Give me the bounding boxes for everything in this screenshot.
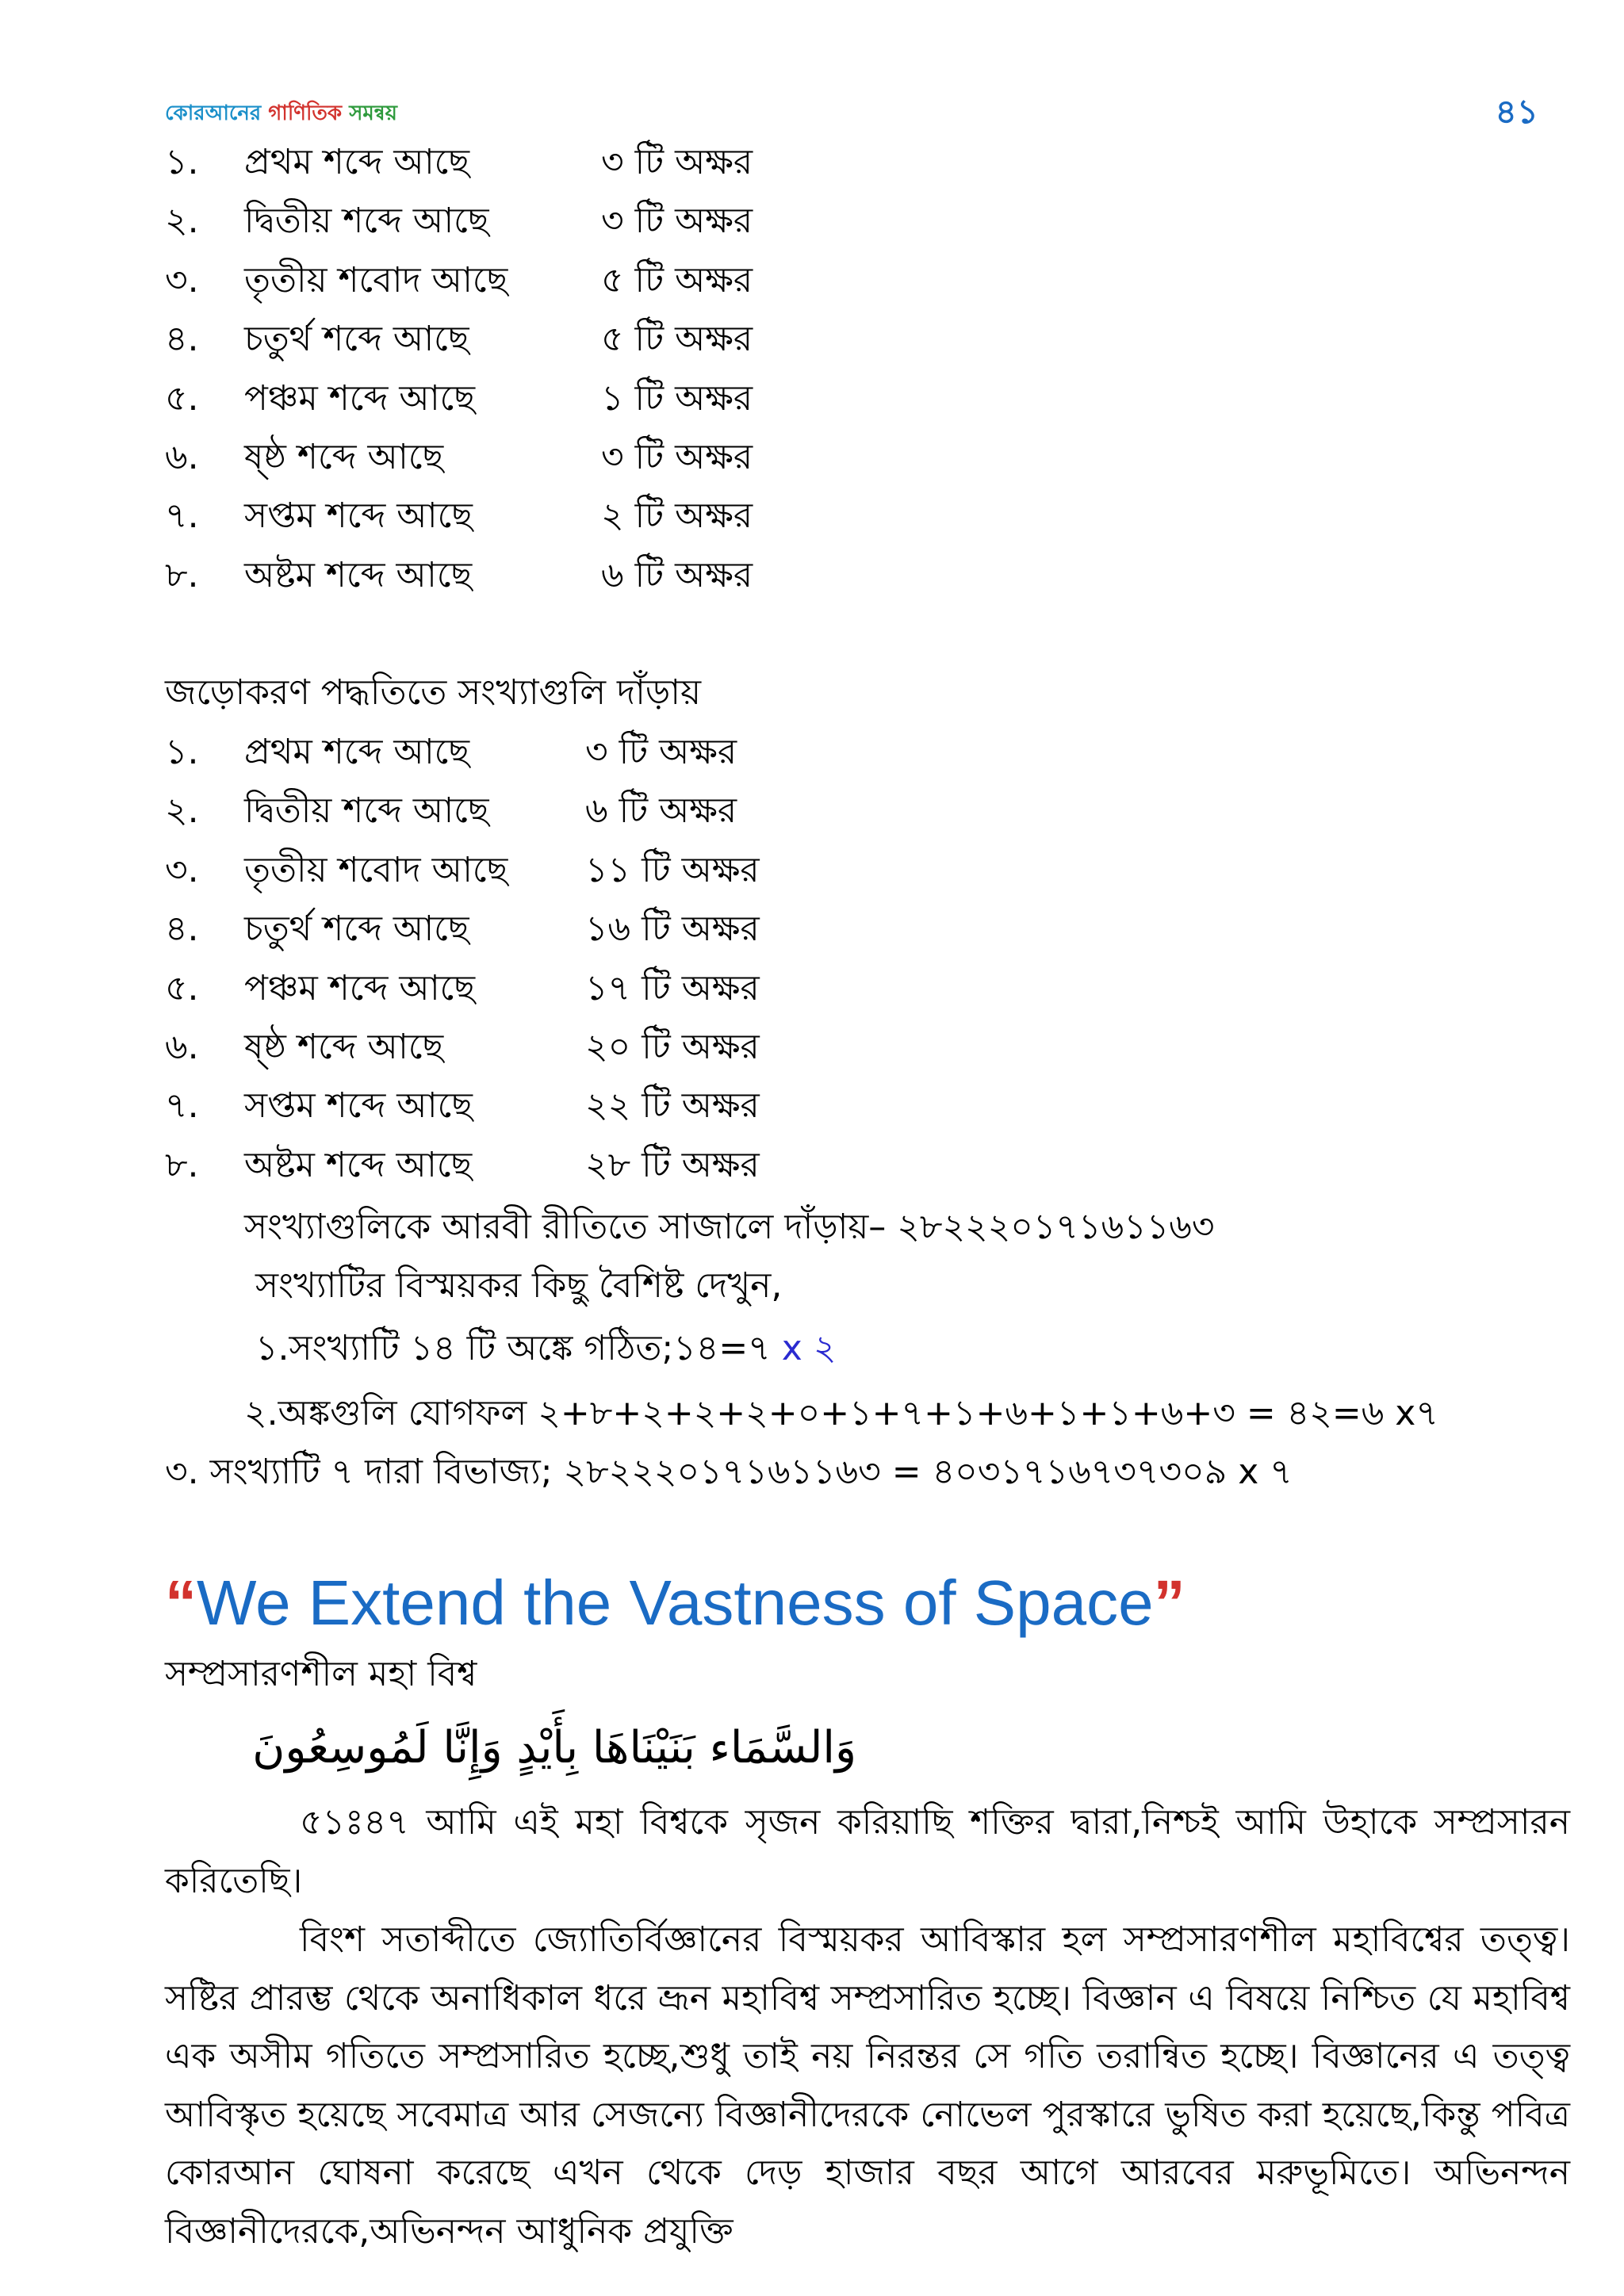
item-count: ১১ টি অক্ষর: [585, 849, 760, 890]
item-count: ২ টি অক্ষর: [601, 496, 753, 537]
item-number: ৫.: [165, 967, 199, 1008]
feature-point-3: ৩. সংখ্যাটি ৭ দারা বিভাজ্য; ২৮২২২০১৭১৬১১৬৩ = ৪০৩১৭১৬৭৩৭৩০৯ x ৭: [165, 1452, 1293, 1492]
item-count: ৩ টি অক্ষর: [601, 436, 753, 477]
item-number: ৪.: [165, 909, 199, 950]
arrangement-line: সংখ্যাগুলিকে আরবী রীতিতে সাজালে দাঁড়ায়– ২৮২২২০১৭১৬১১৬৩: [244, 1207, 1215, 1247]
item-word: প্রথম শব্দে আছে: [244, 732, 470, 772]
item-number: ৭.: [165, 1085, 199, 1127]
item-number: ৭.: [165, 496, 199, 537]
item-word: ষ্ষ্ঠ শব্দে আছে: [244, 436, 444, 477]
item-word: ষ্ষ্ঠ শব্দে আছে: [244, 1026, 444, 1067]
arabic-verse: وَالسَّمَاء بَنَيْنَاهَا بِأَيْدٍ وَإِنَّا لَمُوسِعُونَ: [252, 1722, 856, 1774]
item-count: ৩ টি অক্ষর: [601, 142, 753, 182]
item-word: তৃতীয় শবোদ আছে: [244, 849, 508, 890]
item-number: ১.: [165, 142, 199, 182]
item-word: দ্বিতীয় শব্দে আছে: [244, 201, 489, 242]
item-number: ২.: [165, 201, 199, 242]
item-count: ৫ টি অক্ষর: [601, 319, 753, 360]
header-word-2: গাণিতিক: [268, 101, 343, 125]
item-number: ৩.: [165, 849, 199, 890]
item-number: ১.: [165, 732, 199, 772]
item-word: সপ্তম শব্দে আছে: [244, 496, 473, 537]
header-word-1: কোরআনের: [165, 101, 262, 125]
item-number: ৬.: [165, 436, 199, 477]
item-word: দ্বিতীয় শব্দে আছে: [244, 790, 489, 832]
cumulative-intro: জড়োকরণ পদ্ধতিতে সংখ্যাগুলি দাঁড়ায়: [165, 672, 701, 713]
item-count: ১ টি অক্ষর: [601, 377, 753, 419]
item-count: ১৭ টি অক্ষর: [585, 967, 760, 1008]
item-number: ৬.: [165, 1026, 199, 1067]
item-word: পঞ্চম শব্দে আছে: [244, 967, 475, 1008]
item-word: তৃতীয় শবোদ আছে: [244, 259, 508, 300]
item-word: প্রথম শব্দে আছে: [244, 142, 470, 182]
item-word: সপ্তম শব্দে আছে: [244, 1085, 473, 1127]
running-header: [165, 97, 397, 132]
item-word: অষ্টম শব্দে আছে: [244, 1144, 473, 1185]
body-paragraph: বিংশ সতাব্দীতে জ্যোতির্বিজ্ঞানের বিস্ময়কর আবিস্কার হল সম্প্রসারণশীল মহাবিশ্বের তত্ত্ব। সষ্টির প্রারম্ভ থেকে অনাধিকাল ধরে ভ্রূন মহাবিশ্ব সম্প্রসারিত হচ্ছে। বিজ্ঞান এ বিষয়ে নিশ্চিত যে মহাবিশ্ব এক অসীম গতিতে সম্প্রসারিত হচ্ছে,শুধু তাই নয় নিরন্তর সে গতি তরান্বিত হচ্ছে। বিজ্ঞানের এ তত্ত্ব আবিস্কৃত হয়েছে সবেমাত্র আর সেজন্যে বিজ্ঞানীদেরকে নোভেল পুরস্কারে ভুষিত করা হয়েছে,কিন্তু পবিত্র কোরআন ঘোষনা করেছে এখন থেকে দেড় হাজার বছর আগে আরবের মরুভূমিতে। অভিনন্দন বিজ্ঞানীদেরকে,অভিনন্দন আধুনিক প্রযুক্তি: [165, 1919, 1570, 2252]
item-count: ৬ টি অক্ষর: [601, 554, 753, 595]
item-number: ৮.: [165, 1144, 199, 1185]
header-word-3: সমন্বয়: [349, 101, 397, 125]
feature-point-1-text: ১.সংখ্যাটি ১৪ টি অঙ্কে গঠিত;১৪=৭: [255, 1328, 771, 1368]
features-line: সংখ্যাটির বিস্ময়কর কিছু বৈশিষ্ট দেখুন,: [255, 1265, 783, 1306]
item-count: ২২ টি অক্ষর: [585, 1085, 760, 1127]
item-number: ৪.: [165, 319, 199, 360]
item-number: ২.: [165, 790, 199, 832]
item-count: ২৮ টি অক্ষর: [585, 1144, 760, 1185]
item-word: অষ্টম শব্দে আছে: [244, 554, 473, 595]
item-count: ৩ টি অক্ষর: [601, 201, 753, 242]
item-count: ১৬ টি অক্ষর: [585, 909, 760, 950]
close-quote: ”: [1153, 1567, 1185, 1638]
feature-point-1-multiplier: x ২: [781, 1328, 837, 1368]
page-number: ৪১: [1495, 92, 1538, 131]
item-number: ৩.: [165, 259, 199, 300]
item-number: ৫.: [165, 377, 199, 419]
feature-point-2: ২.অঙ্কগুলি যোগফল ২+৮+২+২+২+০+১+৭+১+৬+১+১+৬+৩ = ৪২=৬ x৭: [244, 1393, 1438, 1433]
item-number: ৮.: [165, 554, 199, 595]
item-word: চতুর্থ শব্দে আছে: [244, 909, 469, 950]
item-count: ৩ টি অক্ষর: [585, 732, 737, 772]
item-word: পঞ্চম শব্দে আছে: [244, 377, 475, 419]
item-count: ৫ টি অক্ষর: [601, 259, 753, 300]
verse-translation-paragraph: ৫১ঃ৪৭ আমি এই মহা বিশ্বকে সৃজন করিয়াছি শক্তির দ্বারা,নিশ্চই আমি উহাকে সম্প্রসারন করিতেছি।: [165, 1802, 1570, 1901]
feature-point-1: [255, 1321, 836, 1376]
section-subheading: সম্প্রসারণশীল মহা বিশ্ব: [165, 1654, 477, 1694]
open-quote: “: [165, 1567, 197, 1638]
item-count: ২০ টি অক্ষর: [585, 1026, 760, 1067]
section-heading-text: We Extend the Vastness of Space: [197, 1567, 1154, 1638]
item-word: চতুর্থ শব্দে আছে: [244, 319, 469, 360]
item-count: ৬ টি অক্ষর: [585, 790, 737, 832]
section-heading: [165, 1563, 1185, 1643]
